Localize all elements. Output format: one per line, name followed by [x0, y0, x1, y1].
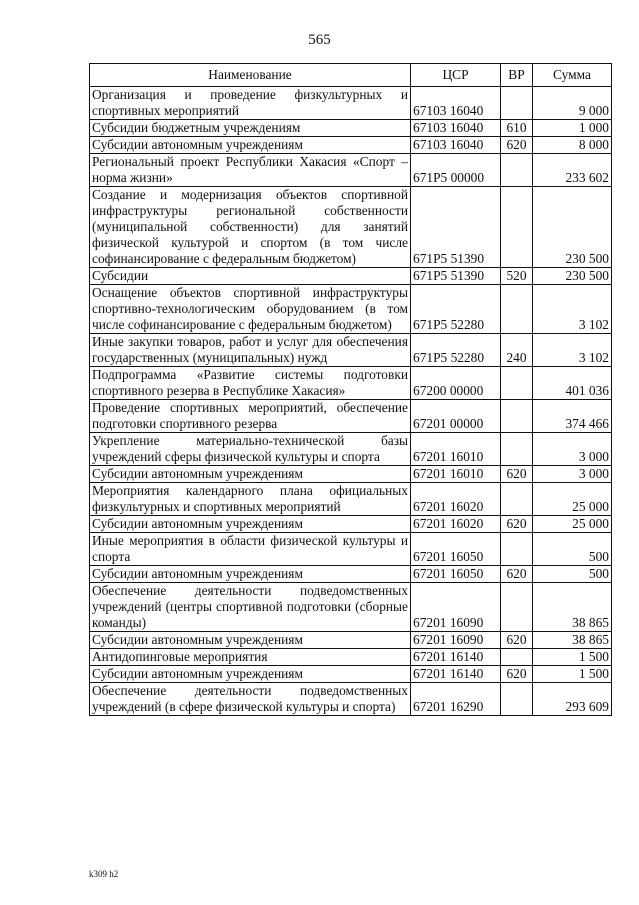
- row-sum: 230 500: [533, 268, 612, 285]
- row-vr: [501, 583, 533, 632]
- row-vr: 240: [501, 334, 533, 367]
- table-row: [90, 400, 612, 433]
- table-row: [90, 632, 612, 649]
- table-header-row: [90, 64, 612, 87]
- row-vr: [501, 367, 533, 400]
- row-name: Региональный проект Республики Хакасия «Спорт – норма жизни»: [90, 154, 411, 187]
- row-name: Проведение спортивных мероприятий, обеспечение подготовки спортивного резерва: [90, 400, 411, 433]
- row-name: Оснащение объектов спортивной инфраструктуры спортивно-технологическим оборудованием (в том числе софинансирование с федеральным бюджетом): [90, 285, 411, 334]
- row-sum: 25 000: [533, 483, 612, 516]
- row-vr: [501, 533, 533, 566]
- row-sum: 500: [533, 533, 612, 566]
- row-csr: 67103 16040: [411, 87, 501, 120]
- table-row: [90, 154, 612, 187]
- row-sum: 9 000: [533, 87, 612, 120]
- table-row: [90, 566, 612, 583]
- row-sum: 1 500: [533, 666, 612, 683]
- row-vr: [501, 187, 533, 268]
- row-sum: 293 609: [533, 683, 612, 716]
- row-csr: 671P5 52280: [411, 334, 501, 367]
- row-csr: 67201 16090: [411, 632, 501, 649]
- row-sum: 3 000: [533, 466, 612, 483]
- table-row: [90, 649, 612, 666]
- row-csr: 67201 16010: [411, 433, 501, 466]
- row-sum: 401 036: [533, 367, 612, 400]
- table-row: [90, 666, 612, 683]
- row-name: Иные мероприятия в области физической культуры и спорта: [90, 533, 411, 566]
- row-vr: 610: [501, 120, 533, 137]
- row-csr: 671P5 52280: [411, 285, 501, 334]
- row-sum: 8 000: [533, 137, 612, 154]
- table-row: [90, 533, 612, 566]
- table-row: [90, 285, 612, 334]
- row-sum: 500: [533, 566, 612, 583]
- row-vr: [501, 285, 533, 334]
- row-sum: 230 500: [533, 187, 612, 268]
- row-name: Субсидии автономным учреждениям: [90, 516, 411, 533]
- row-name: Субсидии автономным учреждениям: [90, 666, 411, 683]
- budget-table: [89, 63, 612, 716]
- row-sum: 233 602: [533, 154, 612, 187]
- row-name: Субсидии автономным учреждениям: [90, 632, 411, 649]
- table-row: [90, 120, 612, 137]
- table-row: [90, 268, 612, 285]
- row-csr: 67103 16040: [411, 137, 501, 154]
- row-sum: 38 865: [533, 632, 612, 649]
- document-code: k309 h2: [89, 869, 119, 879]
- header-name: Наименование: [90, 64, 411, 87]
- row-vr: 520: [501, 268, 533, 285]
- row-name: Иные закупки товаров, работ и услуг для обеспечения государственных (муниципальных) нужд: [90, 334, 411, 367]
- row-name: Создание и модернизация объектов спортивной инфраструктуры региональной собственности (муниципальной собственности) для занятий физической культурой и спортом (в том числе софинансирование с федеральным бюджетом): [90, 187, 411, 268]
- header-vr: ВР: [501, 64, 533, 87]
- table-row: [90, 483, 612, 516]
- table-row: [90, 87, 612, 120]
- row-vr: 620: [501, 516, 533, 533]
- table-row: [90, 583, 612, 632]
- row-csr: 67201 16140: [411, 666, 501, 683]
- row-sum: 374 466: [533, 400, 612, 433]
- row-vr: 620: [501, 666, 533, 683]
- row-vr: 620: [501, 137, 533, 154]
- row-vr: 620: [501, 566, 533, 583]
- row-vr: [501, 649, 533, 666]
- page-number: 565: [308, 32, 331, 48]
- row-vr: [501, 400, 533, 433]
- table-row: [90, 466, 612, 483]
- header-sum: Сумма: [533, 64, 612, 87]
- table-row: [90, 683, 612, 716]
- row-vr: [501, 483, 533, 516]
- row-vr: [501, 683, 533, 716]
- row-csr: 67201 16140: [411, 649, 501, 666]
- row-name: Субсидии автономным учреждениям: [90, 137, 411, 154]
- row-vr: 620: [501, 466, 533, 483]
- row-vr: [501, 433, 533, 466]
- row-csr: 671P5 00000: [411, 154, 501, 187]
- row-csr: 67201 00000: [411, 400, 501, 433]
- row-csr: 67103 16040: [411, 120, 501, 137]
- row-sum: 3 000: [533, 433, 612, 466]
- row-vr: 620: [501, 632, 533, 649]
- row-sum: 3 102: [533, 334, 612, 367]
- row-csr: 671P5 51390: [411, 268, 501, 285]
- table-row: [90, 367, 612, 400]
- row-vr: [501, 87, 533, 120]
- row-name: Подпрограмма «Развитие системы подготовки спортивного резерва в Республике Хакасия»: [90, 367, 411, 400]
- row-sum: 1 500: [533, 649, 612, 666]
- row-csr: 67201 16050: [411, 533, 501, 566]
- row-csr: 67201 16020: [411, 516, 501, 533]
- row-name: Антидопинговые мероприятия: [90, 649, 411, 666]
- row-sum: 1 000: [533, 120, 612, 137]
- row-csr: 67201 16050: [411, 566, 501, 583]
- row-name: Субсидии автономным учреждениям: [90, 566, 411, 583]
- row-name: Укрепление материально-технической базы учреждений сферы физической культуры и спорта: [90, 433, 411, 466]
- row-csr: 671P5 51390: [411, 187, 501, 268]
- row-name: Обеспечение деятельности подведомственных учреждений (центры спортивной подготовки (сборные команды): [90, 583, 411, 632]
- row-sum: 38 865: [533, 583, 612, 632]
- row-sum: 3 102: [533, 285, 612, 334]
- row-vr: [501, 154, 533, 187]
- row-name: Организация и проведение физкультурных и спортивных мероприятий: [90, 87, 411, 120]
- row-csr: 67201 16020: [411, 483, 501, 516]
- table-row: [90, 433, 612, 466]
- row-name: Обеспечение деятельности подведомственных учреждений (в сфере физической культуры и спорта): [90, 683, 411, 716]
- table-row: [90, 187, 612, 268]
- row-name: Субсидии: [90, 268, 411, 285]
- table-row: [90, 516, 612, 533]
- row-csr: 67201 16090: [411, 583, 501, 632]
- row-csr: 67201 16290: [411, 683, 501, 716]
- row-name: Субсидии автономным учреждениям: [90, 466, 411, 483]
- row-sum: 25 000: [533, 516, 612, 533]
- row-csr: 67200 00000: [411, 367, 501, 400]
- header-csr: ЦСР: [411, 64, 501, 87]
- table-row: [90, 334, 612, 367]
- row-name: Субсидии бюджетным учреждениям: [90, 120, 411, 137]
- row-name: Мероприятия календарного плана официальных физкультурных и спортивных мероприятий: [90, 483, 411, 516]
- row-csr: 67201 16010: [411, 466, 501, 483]
- table-row: [90, 137, 612, 154]
